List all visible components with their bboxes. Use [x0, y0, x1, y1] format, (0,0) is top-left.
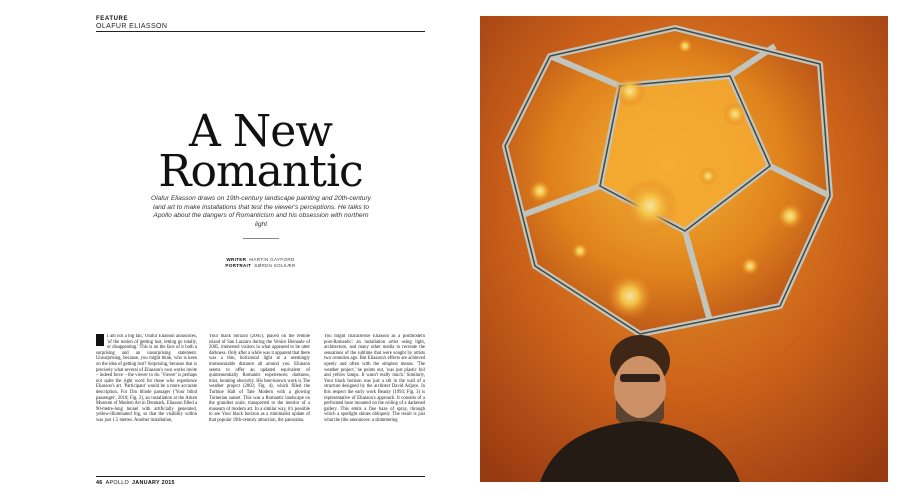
title-line-1: A New: [189, 106, 332, 157]
magazine-name: APOLLO: [105, 480, 129, 486]
right-page: [456, 0, 913, 500]
issue-date: JANUARY 2015: [131, 480, 175, 486]
photo-illustration: [480, 16, 888, 482]
title-line-2: Romantic: [158, 146, 363, 197]
page-number: 46: [96, 480, 103, 486]
portrait-credit: [96, 263, 425, 268]
footer-rule: [96, 476, 425, 477]
body-column-1-text: I am not a big fan,' Olafur Eliasson announces, 'of the notion of getting lost, letting go totally, or disappearing.' This is on the face of it both a surprising and an unsurprising statement. Unsurprising, because, you might think, who is keen on the idea of getting lost? Surprising, because that is precisely what several of Eliasson's own works invite – indeed force – the viewer to do. 'Viewer' is perhaps not quite the right word for those who experience Eliasson's art. 'Participant' would be a more accurate description. For Din blinde passager ('Your blind passenger', 2010; Fig. 2), an installation at the Arken Museum of Modern Art in Denmark, Eliasson filled a 90-metre-long tunnel with artificially generated, yellow-illuminated fog, so that the visibility within was just 1.5 metres. Another installation,: [96, 334, 197, 423]
section-label: FEATURE: [96, 16, 129, 22]
standfirst: Olafur Eliasson draws on 19th-century landscape painting and 20th-century land art to make installations that test the viewer's perceptions. He talks to Apollo about the dangers of Romanticism and his obsession with northern light: [151, 195, 371, 228]
article-title: [96, 106, 425, 197]
section-subject: OLAFUR ELIASSON: [96, 23, 168, 30]
header-rule: [96, 31, 425, 32]
writer-credit: [96, 257, 425, 262]
body-text: [96, 334, 425, 474]
writer-label: WRITER: [226, 257, 247, 262]
portrait-name: SØREN SOLKÆR: [254, 263, 296, 268]
body-column-3: You might characterise Eliasson as a postmodern post-Romantic: an installation artist using light, architecture, and many other media to recreate the sensations of the sublime that were sought by artists two centuries ago. But Eliasson's effects are achieved openly and often with the simplest means. 'The weather project,' he points out, 'was just plastic foil and yellow lamps. It wasn't really much.' Similarly, Your black horizon was just a slit in the wall of a structure designed by the architect David Adjaye. In this respect the early work Beauty (1993; Fig. 3) is representative of Eliasson's approach. It consists of a perforated hose mounted on the ceiling of a darkened gallery. This emits a fine haze of spray, through which a spotlight shines obliquely. The result is just what the title announces: a shimmering: [324, 334, 425, 423]
left-page: [0, 0, 456, 500]
writer-name: MARTIN GAYFORD: [249, 257, 295, 262]
standfirst-rule: [243, 238, 279, 239]
body-column-2: Your black horizon (2005), placed on the remote island of San Lazzaro during the Venice Biennale of 2005, immersed visitors in what appeared to be utter darkness. Only after a while was it apparent that there was a thin, horizontal light at a seemingly immeasurable distance all around you. Eliasson seems to offer an updated equivalent of quintessentially Romantic experiences: darkness, mist, looming obscurity. His best-known work is The weather project (2003; Fig. 4), which filled the Turbine Hall of Tate Modern with a glowing Turnerian sunset. This was a Romantic landscape on the grandest scale, transported to the interior of a museum of modern art. In a similar way, it's possible to see Your black horizon as a minimalist update of that popular 19th-century attraction, the panorama.: [209, 334, 310, 423]
portrait-label: PORTRAIT: [225, 263, 252, 268]
portrait-photo: [480, 16, 888, 482]
body-column-1: [96, 334, 197, 474]
folio: [96, 480, 175, 486]
drop-cap: [96, 334, 104, 346]
